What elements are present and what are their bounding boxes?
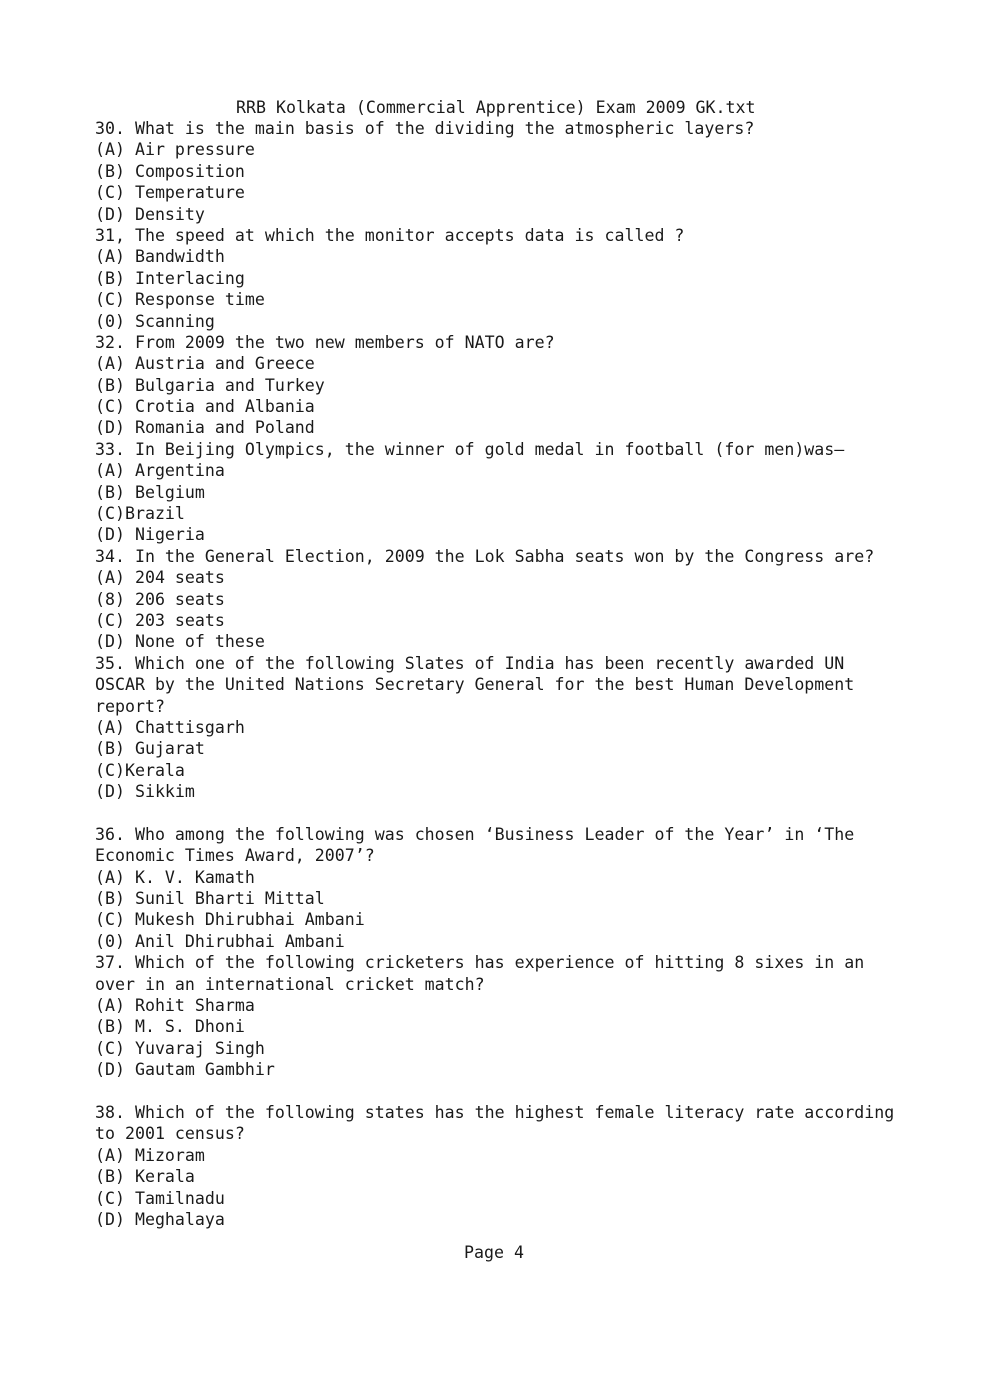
text-line: OSCAR by the United Nations Secretary General for the best Human Development (95, 675, 855, 695)
text-line: (D) Density (95, 204, 205, 224)
text-line: (B) M. S. Dhoni (95, 1017, 245, 1037)
text-line: (A) Air pressure (95, 140, 255, 160)
text-line: 36. Who among the following was chosen ‘Business Leader of the Year’ in ‘The (95, 824, 855, 844)
text-line: report? (95, 696, 165, 716)
text-line: 30. What is the main basis of the dividing the atmospheric layers? (95, 119, 755, 138)
text-line: (B) Gujarat (95, 739, 205, 759)
text-line: (D) Meghalaya (95, 1209, 225, 1229)
text-line: (A) K. V. Kamath (95, 867, 255, 887)
text-line: (C) Yuvaraj Singh (95, 1038, 265, 1058)
text-line: (8) 206 seats (95, 589, 225, 609)
text-line: (A) Bandwidth (95, 247, 225, 267)
document-title: RRB Kolkata (Commercial Apprentice) Exam 2009 GK.txt (236, 98, 756, 117)
blank-line (95, 1081, 975, 1102)
text-line: 33. In Beijing Olympics, the winner of gold medal in football (for men)was— (95, 439, 845, 459)
text-line: (C) Crotia and Albania (95, 397, 315, 417)
text-line: (D) None of these (95, 632, 265, 652)
blank-line (95, 803, 975, 824)
text-line: (B) Sunil Bharti Mittal (95, 889, 325, 909)
text-line: (0) Scanning (95, 311, 215, 331)
text-line: (C) Response time (95, 290, 265, 310)
text-line: (A) 204 seats (95, 568, 225, 588)
text-line: (D) Romania and Poland (95, 418, 315, 438)
text-line: (B) Kerala (95, 1167, 195, 1187)
text-line: (A) Chattisgarh (95, 717, 245, 737)
text-line: (B) Composition (95, 161, 245, 181)
text-line: (B) Bulgaria and Turkey (95, 375, 325, 395)
page-number: Page 4 (464, 1243, 524, 1262)
text-line: (C) 203 seats (95, 610, 225, 630)
text-line: (B) Belgium (95, 482, 205, 502)
text-line: (A) Argentina (95, 461, 225, 481)
text-line: (D) Sikkim (95, 782, 195, 802)
document-body (95, 118, 975, 1230)
text-line: (C) Mukesh Dhirubhai Ambani (95, 910, 365, 930)
text-line: (C) Temperature (95, 183, 245, 203)
text-line: 32. From 2009 the two new members of NATO are? (95, 332, 555, 352)
text-line: 31, The speed at which the monitor accepts data is called ? (95, 225, 685, 245)
text-line: to 2001 census? (95, 1124, 245, 1144)
text-line: (A) Rohit Sharma (95, 996, 255, 1016)
text-line: over in an international cricket match? (95, 974, 485, 994)
text-line: (C)Brazil (95, 504, 185, 524)
text-line: (A) Austria and Greece (95, 354, 315, 374)
text-line: (C) Tamilnadu (95, 1188, 225, 1208)
text-line: (A) Mizoram (95, 1145, 205, 1165)
text-line: 35. Which one of the following Slates of India has been recently awarded UN (95, 653, 845, 673)
text-line: 38. Which of the following states has the highest female literacy rate according (95, 1102, 895, 1122)
text-line: (B) Interlacing (95, 268, 245, 288)
text-line: (D) Nigeria (95, 525, 205, 545)
text-line: 37. Which of the following cricketers has experience of hitting 8 sixes in an (95, 953, 865, 973)
text-line: (0) Anil Dhirubhai Ambani (95, 931, 345, 951)
text-line: 34. In the General Election, 2009 the Lok Sabha seats won by the Congress are? (95, 546, 875, 566)
text-line: Economic Times Award, 2007’? (95, 846, 375, 866)
text-line: (D) Gautam Gambhir (95, 1060, 275, 1080)
text-line: (C)Kerala (95, 760, 185, 780)
